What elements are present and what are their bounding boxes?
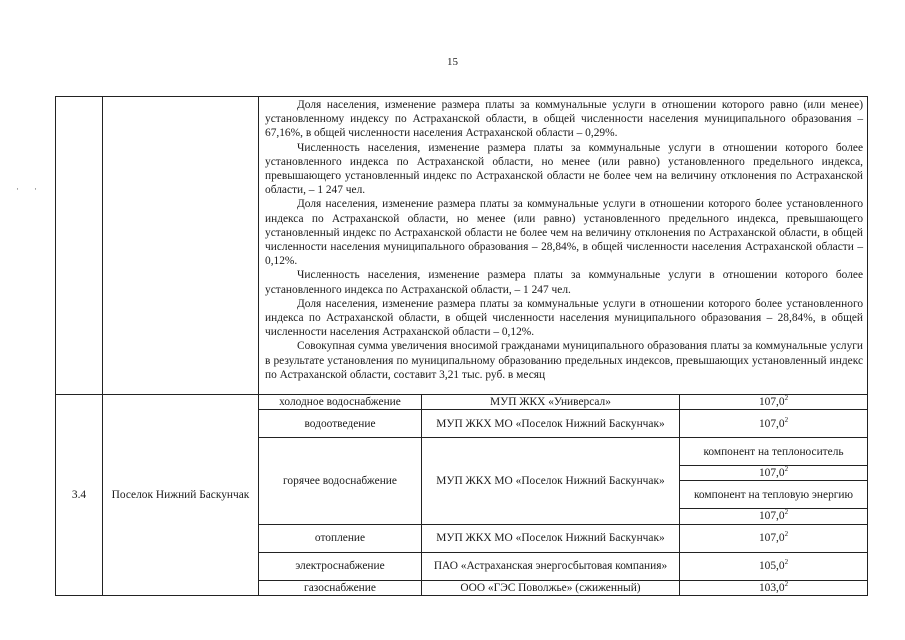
- scan-mark: ·: [16, 184, 19, 194]
- index-value: 107,0$^2$: [680, 524, 868, 552]
- paragraph: Доля населения, изменение размера платы за коммунальные услуги в отношении которого равно (или менее) установленному индексу по Астраханской области, в общей численности населения муниципального образования – 67,16%, в общей численности населения Астраханской области – 0,29%.: [265, 99, 864, 140]
- description-row: [56, 97, 868, 395]
- service-name: электроснабжение: [259, 552, 422, 580]
- index-value: 107,0$^2$: [680, 395, 868, 410]
- section-name: Поселок Нижний Баскунчак: [103, 395, 259, 596]
- paragraph: Доля населения, изменение размера платы за коммунальные услуги в отношении которого более установленного индекса по Астраханской области, в общей численности населения муниципального образования – 28,84%, в общей численности населения Астраханской области – 0,12%.: [265, 297, 864, 339]
- service-name: отопление: [259, 524, 422, 552]
- paragraph: Совокупная сумма увеличения вносимой гражданами муниципального образования платы за коммунальные услуги в результате установления по муниципальному образованию предельных индексов, превышающих установленный индекс по Астраханской области, составит 3,21 тыс. руб. в месяц: [265, 340, 864, 381]
- index-value: 107,0$^2$: [680, 466, 868, 481]
- provider-name: МУП ЖКХ МО «Поселок Нижний Баскунчак»: [422, 524, 680, 552]
- service-name: водоотведение: [259, 410, 422, 438]
- scan-mark: ·: [34, 184, 37, 194]
- table-row: [56, 395, 868, 410]
- provider-name: ПАО «Астраханская энергосбытовая компания»: [422, 552, 680, 580]
- component-label: компонент на тепловую энергию: [680, 481, 868, 509]
- empty-number-cell: [56, 97, 103, 395]
- provider-name: МУП ЖКХ МО «Поселок Нижний Баскунчак»: [422, 410, 680, 438]
- description-cell: [259, 97, 868, 395]
- spacer-cell: [259, 595, 868, 596]
- paragraph: Численность населения, изменение размера платы за коммунальные услуги в отношении которого более установленного индекса по Астраханской области, но менее (или равно) установленного предельного индекса, превышающего установленный индекс по Астраханской области не более чем на величину отклонения по Астраханской области, – 1 247 чел.: [265, 141, 864, 197]
- paragraph: Доля населения, изменение размера платы за коммунальные услуги в отношении которого более установленного индекса по Астраханской области, но менее (или равно) установленного предельного индекса, превышающего установленный индекс по Астраханской области не более чем на величину отклонения по Астраханской области, в общей численности населения муниципального образования – 28,84%, в общей численности населения Астраханской области – 0,12%.: [265, 198, 864, 268]
- service-name: горячее водоснабжение: [259, 438, 422, 524]
- service-name: газоснабжение: [259, 580, 422, 595]
- empty-name-cell: [103, 97, 259, 395]
- index-value: 107,0$^2$: [680, 509, 868, 524]
- provider-name: МУП ЖКХ «Универсал»: [422, 395, 680, 410]
- provider-name: МУП ЖКХ МО «Поселок Нижний Баскунчак»: [422, 438, 680, 524]
- component-label: компонент на теплоноситель: [680, 438, 868, 466]
- provider-name: ООО «ГЭС Поволжье» (сжиженный): [422, 580, 680, 595]
- index-value: 105,0$^2$: [680, 552, 868, 580]
- index-value: 103,0$^2$: [680, 580, 868, 595]
- paragraph: Численность населения, изменение размера платы за коммунальные услуги в отношении которого более установленного индекса по Астраханской области, – 1 247 чел.: [265, 269, 864, 296]
- index-value: 107,0$^2$: [680, 410, 868, 438]
- page-number: 15: [447, 56, 458, 68]
- service-name: холодное водоснабжение: [259, 395, 422, 410]
- tariff-table: [55, 96, 868, 596]
- section-number: 3.4: [56, 395, 103, 596]
